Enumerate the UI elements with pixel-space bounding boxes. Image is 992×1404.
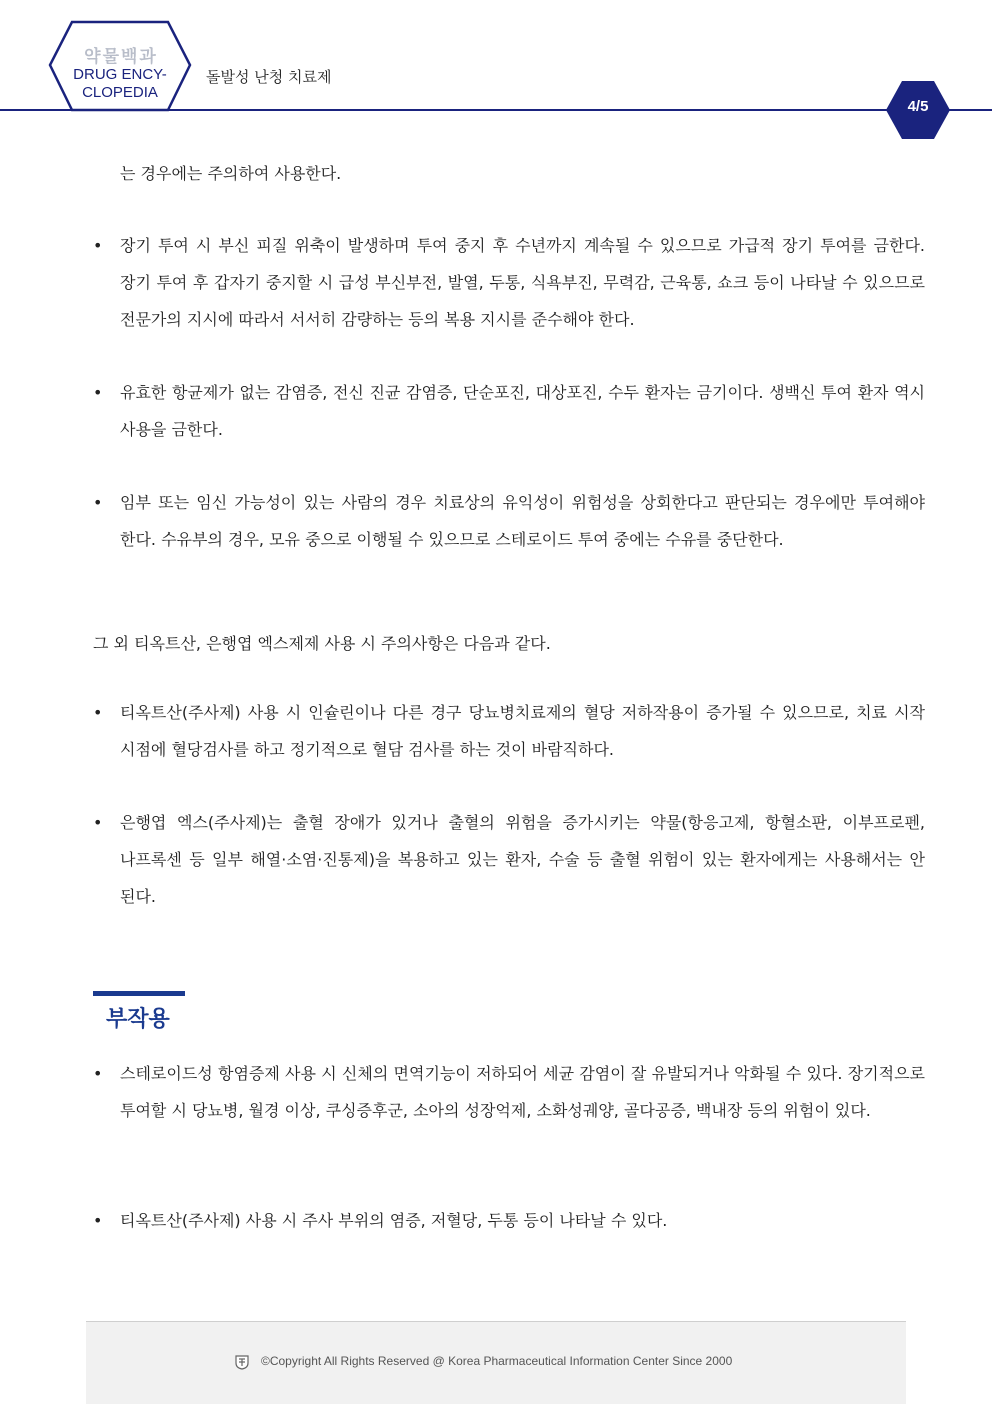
list-item	[93, 1055, 925, 1129]
list-item-text: 임부 또는 임신 가능성이 있는 사람의 경우 치료상의 유익성이 위험성을 상회한다고 판단되는 경우에만 투여해야 한다. 수유부의 경우, 모유 중으로 이행될 수 있으므로 스테로이드 투여 중에는 수유를 중단한다.	[120, 493, 925, 549]
list-item	[93, 804, 925, 915]
list-item-text: 은행엽 엑스(주사제)는 출혈 장애가 있거나 출혈의 위험을 증가시키는 약물(항응고제, 항혈소판, 이부프로펜, 나프록센 등 일부 해열·소염·진통제)을 복용하고 있는 환자, 수술 등 출혈 위험이 있는 환자에게는 사용해서는 안 된다.	[120, 813, 925, 906]
continued-text: 는 경우에는 주의하여 사용한다.	[120, 164, 342, 183]
list-item	[93, 1202, 925, 1239]
list-item	[93, 484, 925, 558]
logo-english	[70, 66, 170, 102]
bullet-dot: •	[93, 383, 103, 402]
page-number: 4/5	[907, 98, 929, 115]
intro-paragraph: 그 외 티옥트산, 은행엽 엑스제제 사용 시 주의사항은 다음과 같다.	[93, 634, 551, 653]
document-title: 돌발성 난청 치료제	[206, 68, 332, 86]
logo-english-line1: DRUG ENCY-	[73, 66, 167, 83]
section-title: 부작용	[106, 1007, 170, 1032]
list-item	[93, 694, 925, 768]
list-item-text: 유효한 항균제가 없는 감염증, 전신 진균 감염증, 단순포진, 대상포진, 수두 환자는 금기이다. 생백신 투여 환자 역시 사용을 금한다.	[120, 383, 925, 439]
bullet-dot: •	[93, 703, 103, 722]
copyright-text: ©Copyright All Rights Reserved @ Korea Pharmaceutical Information Center Since 2000	[261, 1354, 733, 1368]
logo-korean: 약물백과	[84, 47, 158, 67]
list-item	[93, 227, 925, 338]
bullet-dot: •	[93, 813, 103, 832]
section-accent-bar	[93, 991, 185, 996]
bullet-dot: •	[93, 1211, 103, 1230]
bullet-dot: •	[93, 236, 103, 255]
list-item-text: 스테로이드성 항염증제 사용 시 신체의 면역기능이 저하되어 세균 감염이 잘 유발되거나 악화될 수 있다. 장기적으로 투여할 시 당뇨병, 월경 이상, 쿠싱증후군, 소아의 성장억제, 소화성궤양, 골다공증, 백내장 등의 위험이 있다.	[120, 1064, 925, 1120]
bullet-dot: •	[93, 493, 103, 512]
page-header	[0, 0, 992, 140]
list-item-text: 장기 투여 시 부신 피질 위축이 발생하며 투여 중지 후 수년까지 계속될 수 있으므로 가급적 장기 투여를 금한다. 장기 투여 후 갑자기 중지할 시 급성 부신부전, 발열, 두통, 식욕부진, 무력감, 근육통, 쇼크 등이 나타날 수 있으므로 전문가의 지시에 따라서 서서히 감량하는 등의 복용 지시를 준수해야 한다.	[120, 236, 925, 329]
list-item	[93, 374, 925, 448]
list-item-text: 티옥트산(주사제) 사용 시 인슐린이나 다른 경구 당뇨병치료제의 혈당 저하작용이 증가될 수 있으므로, 치료 시작 시점에 혈당검사를 하고 정기적으로 혈담 검사를 하는 것이 바람직하다.	[120, 703, 925, 759]
list-item-text: 티옥트산(주사제) 사용 시 주사 부위의 염증, 저혈당, 두통 등이 나타날 수 있다.	[120, 1211, 668, 1230]
shield-icon	[234, 1354, 250, 1370]
bullet-dot: •	[93, 1064, 103, 1083]
logo-english-line2: CLOPEDIA	[82, 84, 158, 101]
page-footer	[86, 1321, 906, 1404]
